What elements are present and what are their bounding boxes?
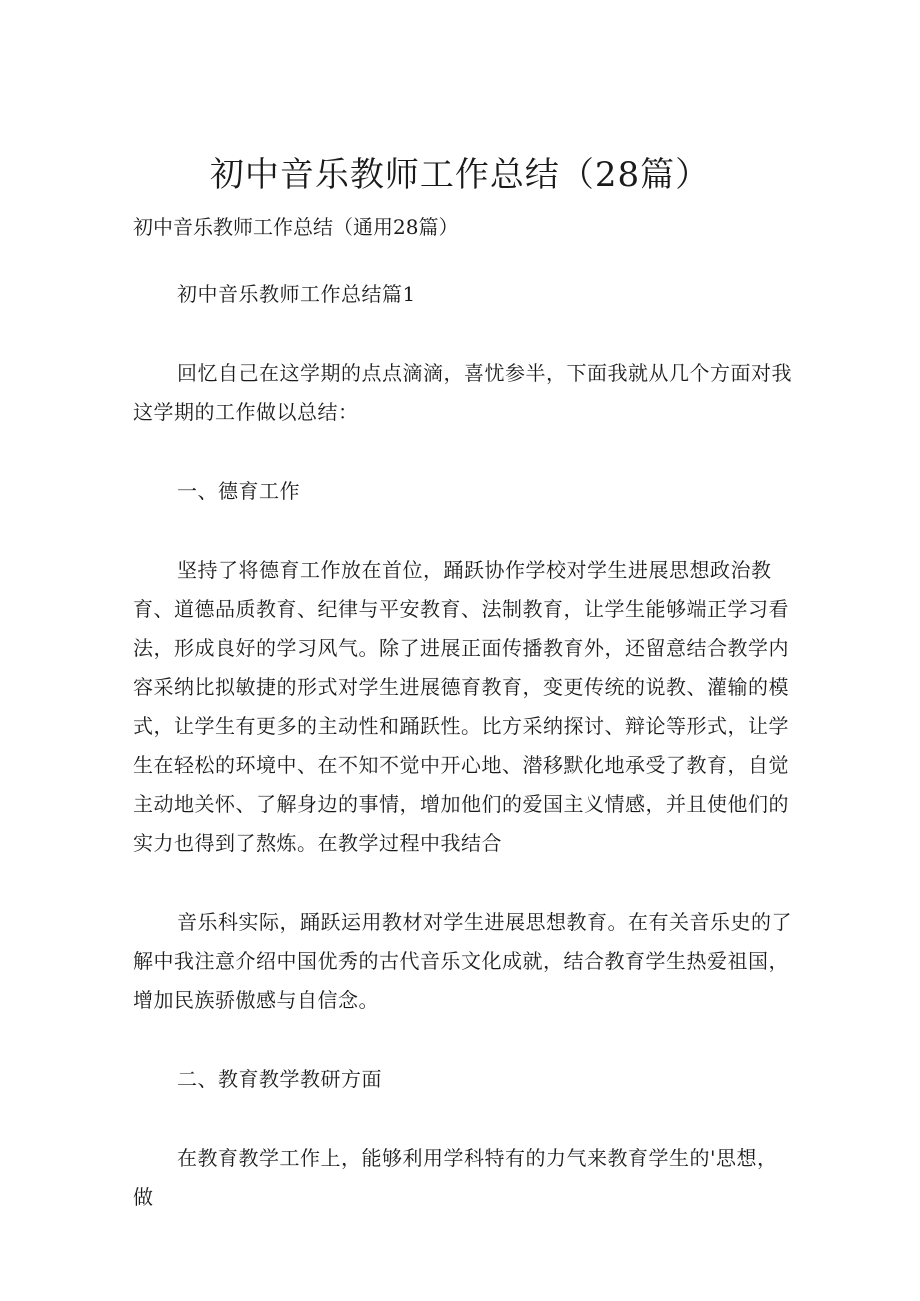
section-heading: 一、德育工作 [177,479,300,503]
document-subtitle: 初中音乐教师工作总结（通用28篇） [133,215,459,239]
paragraph: 坚持了将德育工作放在首位，踊跃协作学校对学生进展思想政治教育、道德品质教育、纪律与平安教育、法制教育，让学生能够端正学习看法，形成良好的学习风气。除了进展正面传播教育外，还留意结合教学内容采纳比拟敏捷的形式对学生进展德育教育，变更传统的说教、灌输的模式，让学生有更多的主动性和踊跃性。比方采纳探讨、辩论等形式，让学生在轻松的环境中、在不知不觉中开心地、潜移默化地承受了教育，自觉主动地关怀、了解身边的事情，增加他们的爱国主义情感，并且使他们的实力也得到了熬炼。在教学过程中我结合 [133,558,789,855]
paragraph: 音乐科实际，踊跃运用教材对学生进展思想教育。在有关音乐史的了解中我注意介绍中国优秀的古代音乐文化成就，结合教育学生热爱祖国，增加民族骄傲感与自信念。 [133,910,792,1012]
paragraph: 回忆自己在这学期的点点滴滴，喜忧参半，下面我就从几个方面对我这学期的工作做以总结： [133,361,792,424]
document-title: 初中音乐教师工作总结（28篇） [209,155,711,195]
paragraph: 在教育教学工作上，能够利用学科特有的力气来教育学生的'思想，做 [133,1146,778,1209]
section-heading: 二、教育教学教研方面 [177,1067,382,1091]
document-body [133,275,793,1257]
section-heading: 初中音乐教师工作总结篇1 [177,282,416,306]
